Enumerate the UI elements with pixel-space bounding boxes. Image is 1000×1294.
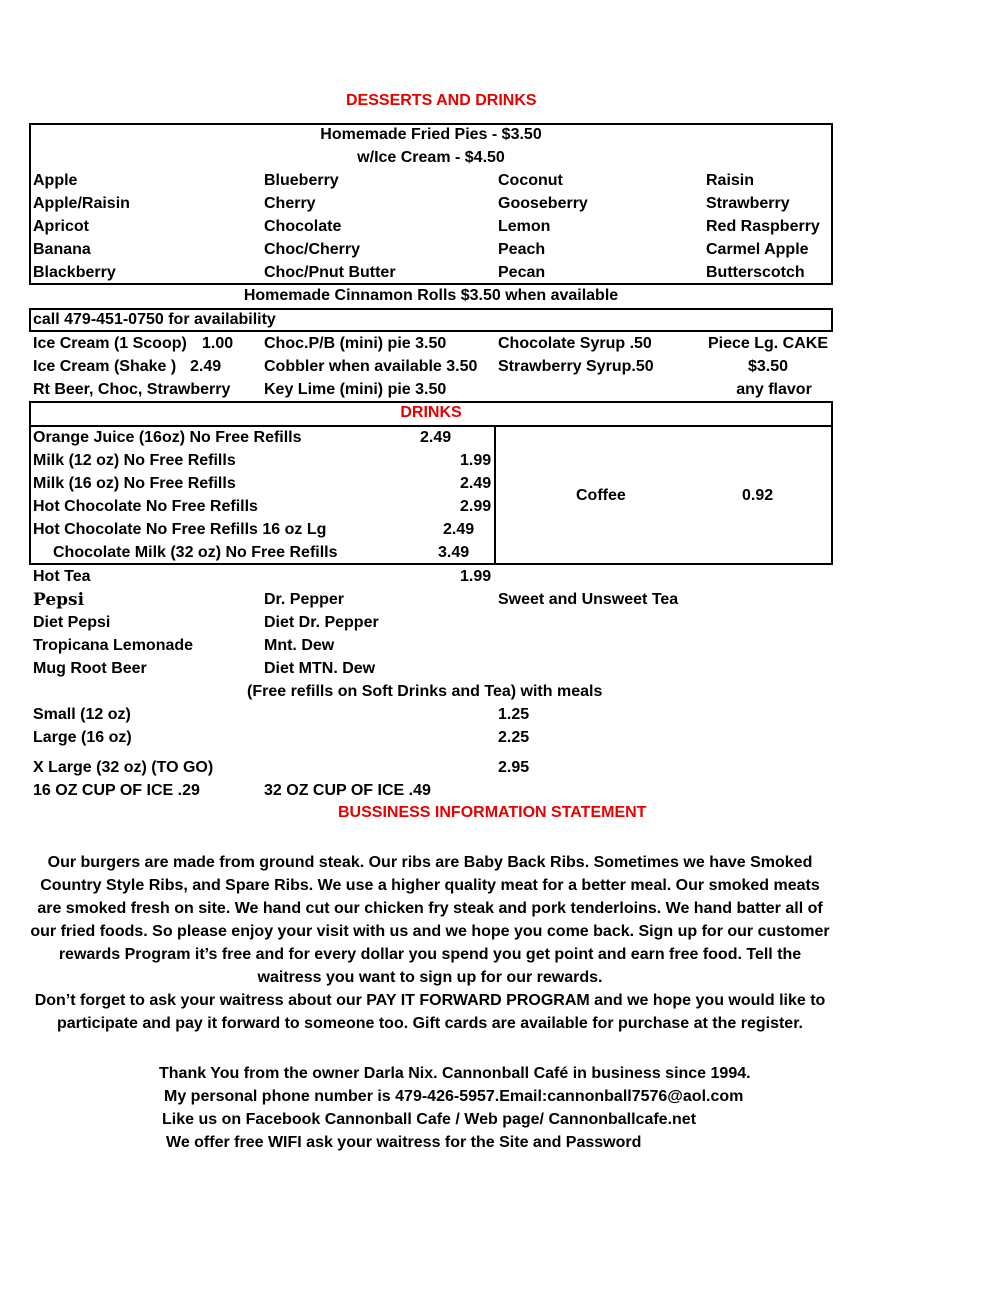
extra-item: Ice Cream (1 Scoop) xyxy=(33,335,187,352)
extra-item: Choc.P/B (mini) pie 3.50 xyxy=(264,335,447,352)
pie-flavor: Butterscotch xyxy=(706,264,805,281)
statement-line: our fried foods. So please enjoy your visit with us and we hope you come back. Sign up for our customer xyxy=(30,923,830,940)
drinks-header: DRINKS xyxy=(400,404,462,421)
soft-drink: Diet MTN. Dew xyxy=(264,660,376,677)
pie-flavor: Carmel Apple xyxy=(706,241,809,258)
drink-name: Orange Juice (16oz) No Free Refills xyxy=(33,429,302,446)
extra-price: 2.49 xyxy=(190,358,222,375)
size-name: X Large (32 oz) (TO GO) xyxy=(33,759,214,776)
ice-cup: 16 OZ CUP OF ICE .29 xyxy=(33,782,200,799)
drink-name: Chocolate Milk (32 oz) No Free Refills xyxy=(53,544,338,561)
pie-flavor: Red Raspberry xyxy=(706,218,820,235)
fried-pies-heading: Homemade Fried Pies - $3.50 xyxy=(320,126,542,143)
drink-price: 3.49 xyxy=(438,544,470,561)
drink-price: 2.99 xyxy=(460,498,492,515)
pie-flavor: Coconut xyxy=(498,172,563,189)
closing-line: Like us on Facebook Cannonball Cafe / Web page/ Cannonballcafe.net xyxy=(162,1111,697,1128)
size-name: Small (12 oz) xyxy=(33,706,131,723)
pie-flavor: Pecan xyxy=(498,264,546,281)
soft-drink: Sweet and Unsweet Tea xyxy=(498,591,679,608)
availability-note: call 479-451-0750 for availability xyxy=(33,311,276,328)
drink-price: 1.99 xyxy=(460,452,492,469)
hot-tea-name: Hot Tea xyxy=(33,568,91,585)
extra-item: Cobbler when available 3.50 xyxy=(264,358,478,375)
coffee-price: 0.92 xyxy=(742,487,774,504)
statement-line: waitress you want to sign up for our rewards. xyxy=(257,969,603,986)
closing-line: We offer free WIFI ask your waitress for the Site and Password xyxy=(166,1134,642,1151)
refills-note: (Free refills on Soft Drinks and Tea) with meals xyxy=(247,683,603,700)
pie-flavor: Gooseberry xyxy=(498,195,588,212)
extra-item: Chocolate Syrup .50 xyxy=(498,335,652,352)
soft-drink: Dr. Pepper xyxy=(264,591,345,608)
extra-item: Ice Cream (Shake ) xyxy=(33,358,177,375)
pie-flavor: Strawberry xyxy=(706,195,790,212)
statement-line: Our burgers are made from ground steak. Our ribs are Baby Back Ribs. Sometimes we have Smoked xyxy=(47,854,813,871)
pie-flavor: Choc/Pnut Butter xyxy=(264,264,396,281)
coffee-name: Coffee xyxy=(576,487,626,504)
pie-flavor: Raisin xyxy=(706,172,755,189)
page-title: DESSERTS AND DRINKS xyxy=(346,92,537,109)
soft-drink: Pepsi xyxy=(33,590,85,610)
pie-flavor: Banana xyxy=(33,241,91,258)
cake-price: $3.50 xyxy=(747,358,789,375)
size-price: 1.25 xyxy=(498,706,530,723)
drink-name: Hot Chocolate No Free Refills xyxy=(33,498,258,515)
soft-drink: Diet Pepsi xyxy=(33,614,111,631)
extra-item: Key Lime (mini) pie 3.50 xyxy=(264,381,447,398)
closing-line: Thank You from the owner Darla Nix. Cannonball Café in business since 1994. xyxy=(159,1065,751,1082)
hot-tea-price: 1.99 xyxy=(460,568,492,585)
pie-flavor: Apple xyxy=(33,172,78,189)
statement-line: are smoked fresh on site. We hand cut our chicken fry steak and pork tenderloins. We hand batter all of xyxy=(37,900,823,917)
drink-price: 2.49 xyxy=(420,429,452,446)
ice-cup: 32 OZ CUP OF ICE .49 xyxy=(264,782,431,799)
pie-flavor: Blueberry xyxy=(264,172,339,189)
pie-flavor: Lemon xyxy=(498,218,551,235)
soft-drink: Mnt. Dew xyxy=(264,637,335,654)
drink-name: Hot Chocolate No Free Refills 16 oz Lg xyxy=(33,521,327,538)
drink-name: Milk (12 oz) No Free Refills xyxy=(33,452,236,469)
extra-item: Strawberry Syrup.50 xyxy=(498,358,654,375)
cinnamon-rolls: Homemade Cinnamon Rolls $3.50 when available xyxy=(243,287,619,304)
pie-flavor: Chocolate xyxy=(264,218,342,235)
pie-flavor: Blackberry xyxy=(33,264,116,281)
cake-flavor: any flavor xyxy=(736,381,812,398)
pie-flavor: Apricot xyxy=(33,218,89,235)
cake-item: Piece Lg. CAKE xyxy=(707,335,829,352)
statement-line: participate and pay it forward to someone too. Gift cards are available for purchase at the register. xyxy=(57,1015,803,1032)
drink-price: 2.49 xyxy=(443,521,475,538)
extra-item: Rt Beer, Choc, Strawberry xyxy=(33,381,231,398)
pie-flavor: Peach xyxy=(498,241,546,258)
fried-pies-icecream: w/Ice Cream - $4.50 xyxy=(357,149,505,166)
pie-flavor: Apple/Raisin xyxy=(33,195,130,212)
soft-drink: Diet Dr. Pepper xyxy=(264,614,379,631)
pie-flavor: Cherry xyxy=(264,195,316,212)
drink-price: 2.49 xyxy=(460,475,492,492)
size-name: Large (16 oz) xyxy=(33,729,132,746)
soft-drink: Mug Root Beer xyxy=(33,660,147,677)
size-price: 2.95 xyxy=(498,759,530,776)
closing-line: My personal phone number is 479-426-5957.Email:cannonball7576@aol.com xyxy=(164,1088,744,1105)
business-statement xyxy=(20,851,840,1035)
extra-price: 1.00 xyxy=(202,335,234,352)
drink-name: Milk (16 oz) No Free Refills xyxy=(33,475,236,492)
pie-flavor: Choc/Cherry xyxy=(264,241,361,258)
business-header: BUSSINESS INFORMATION STATEMENT xyxy=(338,804,647,821)
drinks-column-divider xyxy=(494,425,496,565)
statement-line: rewards Program it’s free and for every dollar you spend you get point and earn free food. Tell the xyxy=(58,946,802,963)
soft-drink: Tropicana Lemonade xyxy=(33,637,194,654)
statement-line: Don’t forget to ask your waitress about our PAY IT FORWARD PROGRAM and we hope you would like to xyxy=(34,992,826,1009)
statement-line: Country Style Ribs, and Spare Ribs. We use a higher quality meat for a better meal. Our smoked meats xyxy=(40,877,820,894)
size-price: 2.25 xyxy=(498,729,530,746)
